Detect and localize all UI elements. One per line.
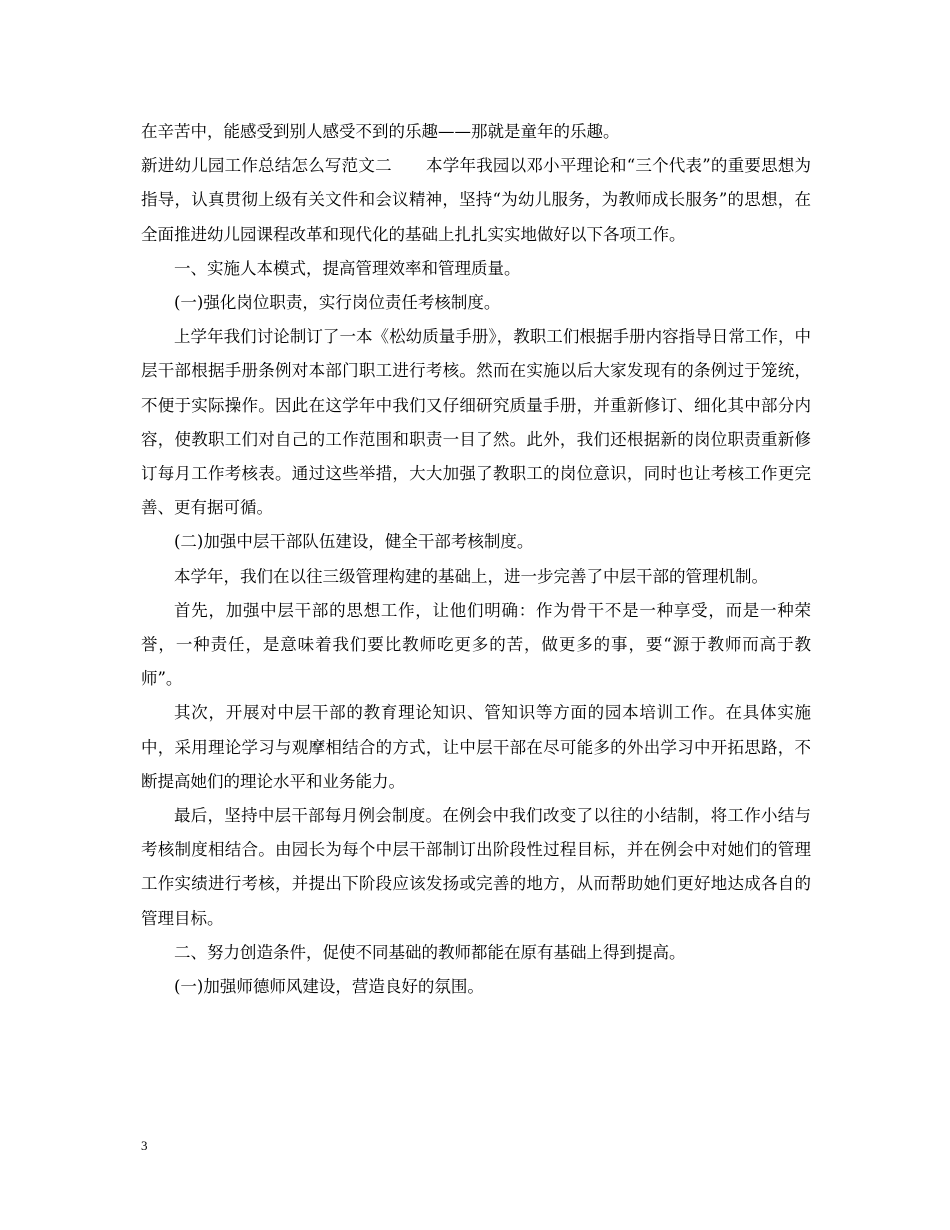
page-number: 3 [141, 1138, 148, 1153]
paragraph-text: 本学年我园以邓小平理论和“三个代表”的重要思想为指导，认真贯彻上级有关文件和会议精神，坚持“为幼儿服务，为教师成长服务”的思想，在全面推进幼儿园课程改革和现代化的基础上扎扎实实地做好以下各项工作。 [141, 156, 812, 244]
paragraph: 首先，加强中层干部的思想工作，让他们明确：作为骨干不是一种享受，而是一种荣誉，一种责任，是意味着我们要比教师吃更多的苦，做更多的事，要“源于教师而高于教师”。 [141, 600, 811, 689]
paragraph: 最后，坚持中层干部每月例会制度。在例会中我们改变了以往的小结制，将工作小结与考核制度相结合。由园长为每个中层干部制订出阶段性过程目标，并在例会中对她们的管理工作实绩进行考核，并提出下阶段应该发扬或完善的地方，从而帮助她们更好地达成各自的管理目标。 [141, 806, 811, 928]
paragraph: 一、实施人本模式，提高管理效率和管理质量。 [174, 258, 521, 278]
section-title: 新进幼儿园工作总结怎么写范文二 [141, 156, 392, 176]
paragraph: 在辛苦中，能感受到别人感受不到的乐趣——那就是童年的乐趣。 [141, 122, 620, 141]
paragraph: (一)加强师德师风建设，营造良好的氛围。 [174, 977, 484, 997]
paragraph: (二)加强中层干部队伍建设，健全干部考核制度。 [174, 532, 534, 552]
paragraph: 上学年我们讨论制订了一本《松幼质量手册》，教职工们根据手册内容指导日常工作，中层干部根据手册条例对本部门职工进行考核。然而在实施以后大家发现有的条例过于笼统，不便于实际操作。因此在这学年中我们又仔细研究质量手册，并重新修订、细化其中部分内容，使教职工们对自己的工作范围和职责一目了然。此外，我们还根据新的岗位职责重新修订每月工作考核表。通过这些举措，大大加强了教职工的岗位意识，同时也让考核工作更完善、更有据可循。 [141, 327, 811, 518]
paragraph [141, 149, 811, 252]
document-body [141, 115, 811, 1004]
paragraph: 二、努力创造条件，促使不同基础的教师都能在原有基础上得到提高。 [174, 942, 686, 962]
paragraph: 本学年，我们在以往三级管理构建的基础上，进一步完善了中层干部的管理机制。 [174, 566, 768, 586]
paragraph: 其次，开展对中层干部的教育理论知识、管知识等方面的园本培训工作。在具体实施中，采用理论学习与观摩相结合的方式，让中层干部在尽可能多的外出学习中开拓思路，不断提高她们的理论水平和业务能力。 [141, 703, 811, 791]
paragraph: (一)强化岗位职责，实行岗位责任考核制度。 [174, 293, 501, 313]
